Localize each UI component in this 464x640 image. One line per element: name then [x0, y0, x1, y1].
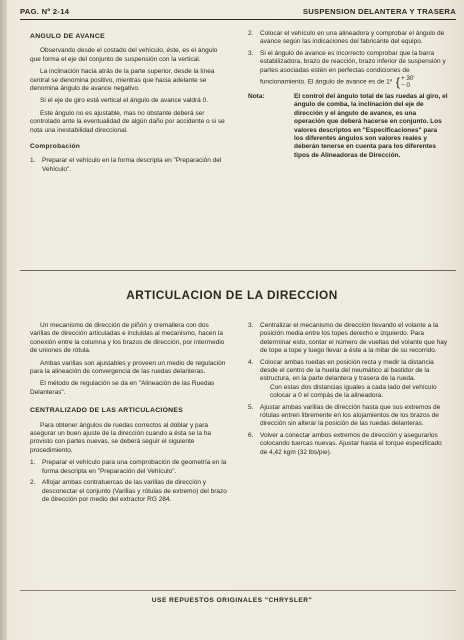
articulacion-paragraph-2: Ambas varillas son ajustables y proveen un medio de regulación para la alineación de convergencia de las ruedas delanteras.: [30, 359, 226, 376]
articulacion-paragraph-1: Un mecanismo de dirección de piñón y cremallera con dos varillas de dirección articuladas e incluidas al mecanismo, hacen la conexión entre la columna y los brazos de dirección, por intermedio de uniones de rótula.: [30, 322, 225, 355]
section-title: ARTICULACION DE LA DIRECCION: [126, 288, 338, 302]
comprobacion-step: 3. Si el ángulo de avance es incorrecto comprobar que la barra estabilizadora, brazo de reacción, brazo inferior de suspensión y partes asociadas estén en perfectas condiciones de funcionamiento. El ángulo de avance es de 1º { + 30' − 0: [248, 49, 446, 90]
centralizado-paragraph: Para obtener ángulos de ruedas correctos al doblar y para asegurar un buen ajuste de la dirección cuando a ésta se la ha provisto con partes nuevas, se deberá seguir el siguiente procedimiento.: [30, 421, 212, 454]
centralizado-steps-right: [248, 322, 448, 457]
centralizado-step: 1. Preparar el vehículo para una comprobación de geometría en la forma descripta en "Preparación del Vehículo".: [30, 459, 227, 475]
angulo-paragraph-1: Observando desde el costado del vehículo, éste, es el ángulo que forma el eje del conjunto de suspensión con la vertical.: [30, 47, 218, 63]
angulo-paragraph-4: Este ángulo no es ajustable, mas no obstante deberá ser controlado ante la eventualidad de algún daño por accidente o si se nota una inestabilidad direccional.: [30, 109, 225, 134]
centralizado-steps-left: [30, 459, 230, 504]
footer-rule: [20, 590, 456, 591]
page-number: PAG. Nº 2-14: [20, 7, 70, 16]
angulo-heading: ANGULO DE AVANCE: [30, 33, 105, 40]
comprobacion-steps-right: [248, 30, 448, 89]
angulo-paragraph-3: Si el eje de giro está vertical el ángulo de avance valdrá 0.: [40, 97, 209, 105]
header-rule: [20, 19, 456, 20]
section-label: SUSPENSION DELANTERA Y TRASERA: [302, 7, 456, 16]
centralizado-step: 2. Aflojar ambas contratuercas de las varillas de dirección y desconectar el conjunto (Varillas y rótulas de extremo) del brazo de dirección por medio del extractor RG 284.: [30, 479, 227, 503]
centralizado-step: 4. Colocar ambas ruedas en posición recta y medir la distancia desde el centro de la huella del neumático al bastidor de la estructura, en la parte delantera y trasera de la rueda. Con estas dos distancias iguales a cada lado del vehículo colocar a 0 el compás de la alineadora.: [248, 359, 448, 401]
page-binding-edge: [0, 0, 7, 640]
section-divider: [20, 270, 456, 271]
caster-spec: { + 30' − 0: [395, 75, 415, 90]
centralizado-step: 5. Ajustar ambas varillas de dirección hasta que sus extremos de rótulas entren libremente en los alojamientos de los brazos de dirección sin alterar la posición de las ruedas delanteras.: [248, 403, 441, 428]
nota-text: El control del ángulo total de las ruedas al giro, el ángulo de comba, la inclinación del eje de dirección y el ángulo de avance, es una operación que deberá hacerse en conjunto. Los valores descriptos en "Especificaciones" para los diferentes ángulos son valores reales y deberán tenerse en cuenta para los diferentes tipos de Alineadoras de Dirección.: [294, 93, 448, 159]
centralizado-step: 3. Centralizar el mecanismo de dirección llevando el volante a la posición media entre los topes derecho e izquierdo. Para determinar esto, contar el número de vueltas del volante que hay de tope a tope y luego llevar a éste a la mitar de su recorrido.: [248, 322, 448, 355]
centralizado-step: 6. Volver a conectar ambos extremos de dirección y asegurarlos colocando tuercas nuevas. Ajustar hasta el torque especificado de 4,42 kgm (32 lbs/pie).: [248, 431, 442, 456]
angulo-paragraph-2: La inclinación hacia atrás de la parte superior, desde la línea central se denomina positivo, mientras que hacia adelante se denomina ángulo de avance negativo.: [30, 68, 215, 93]
centralizado-heading: CENTRALIZADO DE LAS ARTICULACIONES: [30, 407, 184, 415]
comprobacion-heading: Comprobación: [30, 143, 81, 151]
articulacion-right-column: [248, 322, 448, 461]
page-header: [20, 4, 456, 20]
nota-label: Nota:: [248, 93, 265, 101]
comprobacion-step: 1. Preparar el vehículo en la forma descripta en "Preparación del Vehículo".: [30, 157, 222, 173]
articulacion-left-column: [30, 322, 230, 508]
comprobacion-step: 2. Colocar el vehículo en una alineadora y comprobar el ángulo de avance según las indicaciones del fabricante del equipo.: [248, 30, 445, 46]
angulo-left-column: [30, 33, 230, 178]
comprobacion-steps-left: [30, 157, 230, 174]
angulo-right-column: [248, 30, 448, 160]
nota-block: [248, 93, 448, 160]
footer-text: USE REPUESTOS ORIGINALES "CHRYSLER": [151, 597, 313, 604]
articulacion-paragraph-3: El método de regulación se da en "Alineación de las Ruedas Delanteras".: [30, 380, 215, 396]
centralizado-step-subtext: Con estas dos distancias iguales a cada lado del vehículo colocar a 0 el compás de la alineadora.: [270, 383, 437, 400]
